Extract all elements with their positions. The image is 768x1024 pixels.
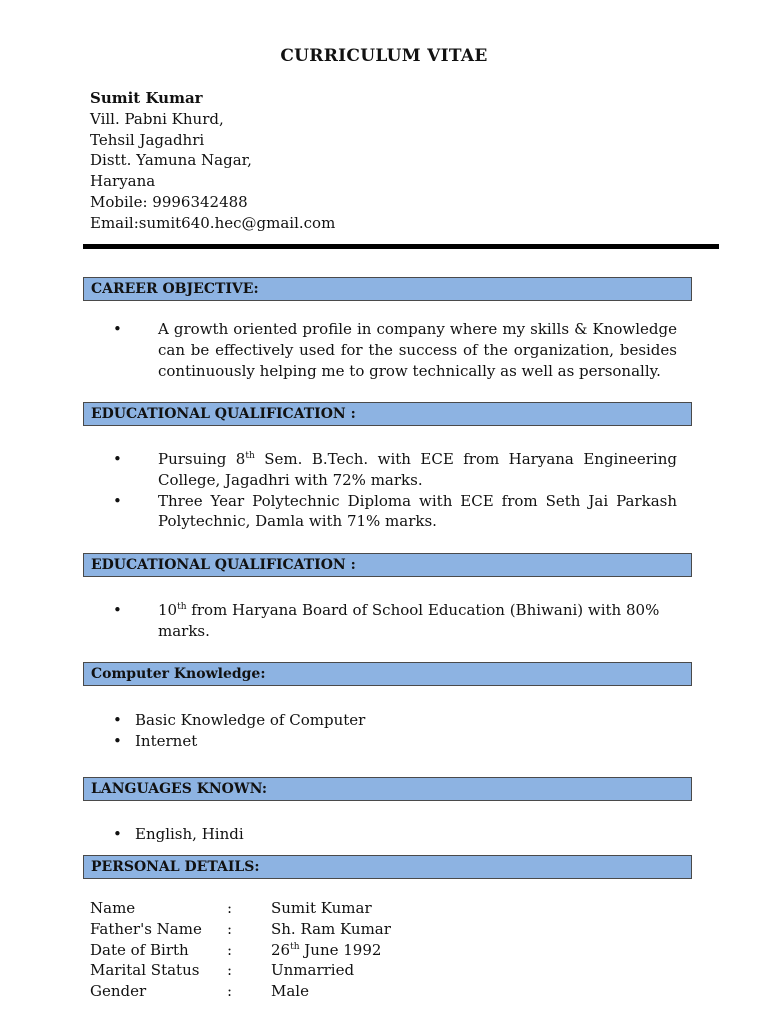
list-item: • A growth oriented profile in company where my skills & Knowledge can be effectively used for the success of the organization, besides continuously helping me to grow technically as well as personally.: [158, 319, 677, 381]
computer-knowledge-heading: Computer Knowledge:: [83, 662, 692, 686]
email-line: Email:sumit640.hec@gmail.com: [90, 213, 336, 232]
address-line: Haryana: [90, 172, 156, 191]
detail-value: Sh. Ram Kumar: [271, 919, 391, 938]
detail-colon: :: [227, 899, 233, 917]
detail-row: [90, 919, 391, 940]
computer-knowledge-list: [135, 710, 675, 752]
list-item: • English, Hindi: [135, 824, 675, 845]
list-item: • Basic Knowledge of Computer: [135, 710, 675, 731]
list-item: • Three Year Polytechnic Diploma with ECE from Seth Jai Parkash Polytechnic, Damla with 71% marks.: [158, 491, 677, 533]
detail-colon: :: [227, 961, 233, 980]
detail-label: Gender: [90, 982, 147, 1001]
detail-row: [90, 981, 391, 1002]
address-line: Tehsil Jagadhri: [90, 130, 205, 149]
detail-label: Father's Name: [90, 919, 202, 938]
career-objective-heading: CAREER OBJECTIVE:: [83, 277, 692, 301]
career-objective-list: [158, 319, 677, 381]
list-item: • Pursuing 8th Sem. B.Tech. with ECE from Haryana Engineering College, Jagadhri with 72% marks.: [158, 449, 677, 491]
detail-label: Name: [90, 899, 136, 917]
detail-colon: :: [227, 919, 233, 938]
detail-colon: :: [227, 982, 233, 1001]
education-heading-2: EDUCATIONAL QUALIFICATION :: [83, 553, 692, 577]
languages-heading: LANGUAGES KNOWN:: [83, 777, 692, 801]
mobile-line: Mobile: 9996342488: [90, 192, 248, 211]
detail-row: [90, 960, 391, 981]
detail-value: Sumit Kumar: [271, 899, 372, 917]
applicant-name: Sumit Kumar: [90, 89, 203, 107]
detail-colon: :: [227, 940, 233, 959]
header-divider: [83, 244, 719, 249]
document-title: CURRICULUM VITAE: [280, 46, 488, 66]
detail-value: Unmarried: [271, 961, 355, 980]
contact-block: [90, 88, 335, 234]
detail-value: Male: [271, 982, 309, 1001]
detail-row: [90, 898, 391, 919]
personal-details-table: [90, 898, 391, 1002]
detail-row: [90, 940, 391, 961]
languages-list: [135, 824, 675, 845]
list-item: • Internet: [135, 731, 675, 752]
education-list: [158, 449, 677, 532]
education-list-2: [158, 600, 677, 642]
personal-details-heading: PERSONAL DETAILS:: [83, 855, 692, 879]
detail-value: 26th June 1992: [271, 940, 382, 959]
education-heading: EDUCATIONAL QUALIFICATION :: [83, 402, 692, 426]
detail-label: Marital Status: [90, 961, 200, 980]
address-line: Distt. Yamuna Nagar,: [90, 151, 252, 170]
address-line: Vill. Pabni Khurd,: [90, 109, 224, 128]
detail-label: Date of Birth: [90, 940, 189, 959]
list-item: • 10th from Haryana Board of School Education (Bhiwani) with 80% marks.: [158, 600, 677, 642]
